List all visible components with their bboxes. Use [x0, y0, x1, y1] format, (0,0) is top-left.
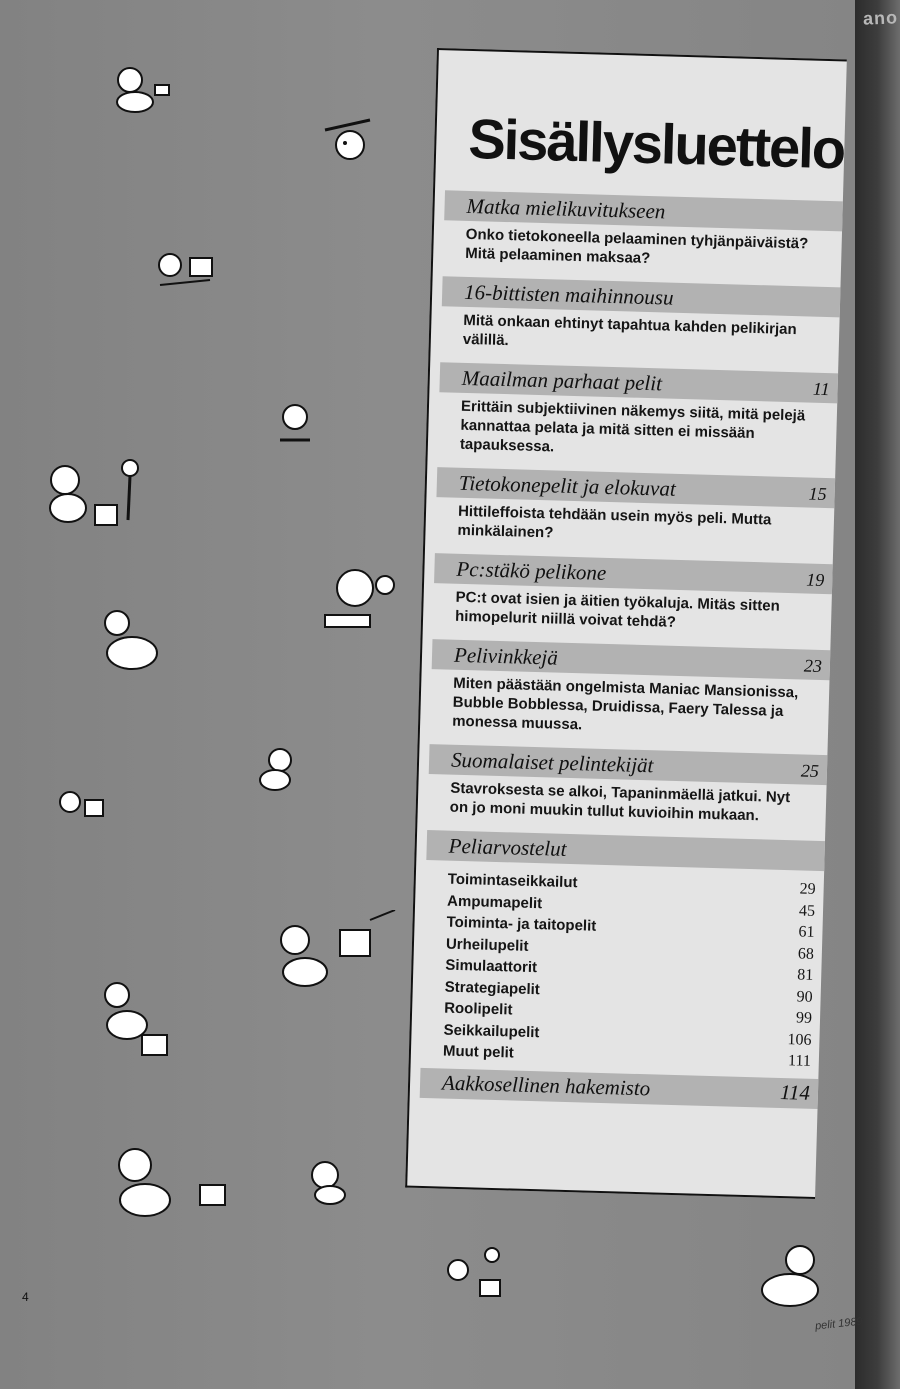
section-heading: 16-bittisten maihinnousu [442, 276, 841, 317]
section-page-number: 25 [800, 760, 820, 781]
section-description: Mitä onkaan ehtinyt tapahtua kahden pelikirjan välillä. [462, 311, 797, 350]
cartoon-illustration [50, 780, 120, 840]
review-category-page: 90 [796, 987, 813, 1006]
section-heading: Pelivinkkejä [432, 639, 831, 680]
section-heading: Peliarvostelut [426, 830, 825, 871]
cartoon-illustration [150, 240, 220, 300]
cartoon-illustration [92, 975, 182, 1065]
section-heading: Tietokonepelit ja elokuvat [436, 467, 835, 508]
review-category-page: 99 [795, 1009, 813, 1027]
section-description: Miten päästään ongelmista Maniac Mansionissa, Bubble Bobblessa, Druidissa, Faery Talessa ja monessa muussa. [451, 674, 799, 734]
review-category-label: Toiminta- ja taitopelit [446, 913, 597, 935]
section-page-number: 15 [808, 483, 827, 505]
cartoon-illustration [295, 1150, 365, 1210]
review-category-page: 81 [797, 966, 814, 984]
cartoon-illustration [265, 395, 335, 455]
section-heading: Matka mielikuvitukseen [444, 190, 843, 231]
cartoon-illustration [315, 115, 385, 175]
review-category-label: Urheilupelit [445, 935, 529, 955]
review-category-page: 45 [798, 901, 816, 920]
cartoon-illustration [105, 60, 175, 120]
section-entry [438, 392, 838, 464]
review-category-page: 61 [798, 923, 815, 941]
section-description: Erittäin subjektiivinen näkemys siitä, mitä pelejä kannattaa pelata ja mitä sitten ei missään tapauksessa. [459, 397, 806, 456]
section-heading: Pc:stäkö pelikone [434, 553, 833, 594]
review-category-label: Muut pelit [442, 1042, 515, 1062]
cartoon-illustration [440, 1235, 510, 1305]
cartoon-illustration [240, 740, 310, 800]
section-description: PC:t ovat isien ja äitien työkaluja. Mitäs sitten himopelurit niillä voivat tehdä? [454, 588, 781, 631]
review-category-label: Roolipelit [443, 999, 513, 1019]
review-category-page: 111 [787, 1052, 812, 1070]
cartoon-illustration [100, 1140, 235, 1225]
review-category-page: 68 [797, 944, 815, 963]
review-category-page: 29 [799, 880, 816, 898]
index-heading-bar [420, 1067, 819, 1108]
cartoon-illustration [92, 605, 167, 685]
section-page-number: 23 [803, 655, 823, 676]
footer-mark: pelit 1989 [814, 1315, 864, 1333]
section-page-number: 19 [806, 569, 825, 591]
section-heading: Maailman parhaat pelit [439, 362, 838, 403]
review-category-list [421, 860, 824, 1073]
section-entry [430, 669, 830, 741]
facing-page-text: ano [862, 7, 899, 29]
section-description: Hittileffoista tehdään usein myös peli. Mutta minkälainen? [457, 502, 772, 542]
table-of-contents [405, 48, 847, 1199]
review-category-label: Simulaattorit [445, 956, 538, 977]
index-page-number: 114 [779, 1079, 811, 1105]
review-category-label: Seikkailupelit [443, 1021, 540, 1041]
review-category-page: 106 [787, 1030, 812, 1049]
cartoon-illustration [745, 1240, 845, 1320]
cartoon-illustration [40, 450, 150, 540]
section-description: Onko tietokoneella pelaaminen tyhjänpäiväistä? Mitä pelaaminen maksaa? [465, 225, 809, 268]
page-title: Sisällysluettelo [467, 106, 845, 181]
index-heading: Aakkosellinen hakemisto [441, 1070, 651, 1101]
section-description: Stavroksesta se alkoi, Tapaninmäellä jatkui. Nyt on jo moni muukin tullut kuvioihin mukaan. [449, 779, 791, 825]
section-heading: Suomalaiset pelintekijät [429, 744, 828, 785]
review-category-label: Toimintaseikkailut [447, 870, 578, 892]
cartoon-illustration [265, 910, 405, 1000]
review-category-label: Strategiapelit [444, 978, 541, 998]
page-number: 4 [22, 1290, 29, 1304]
section-page-number: 11 [812, 378, 830, 400]
cartoon-illustration [305, 560, 400, 640]
review-category-label: Ampumapelit [446, 892, 543, 912]
facing-page-edge [855, 0, 900, 1389]
